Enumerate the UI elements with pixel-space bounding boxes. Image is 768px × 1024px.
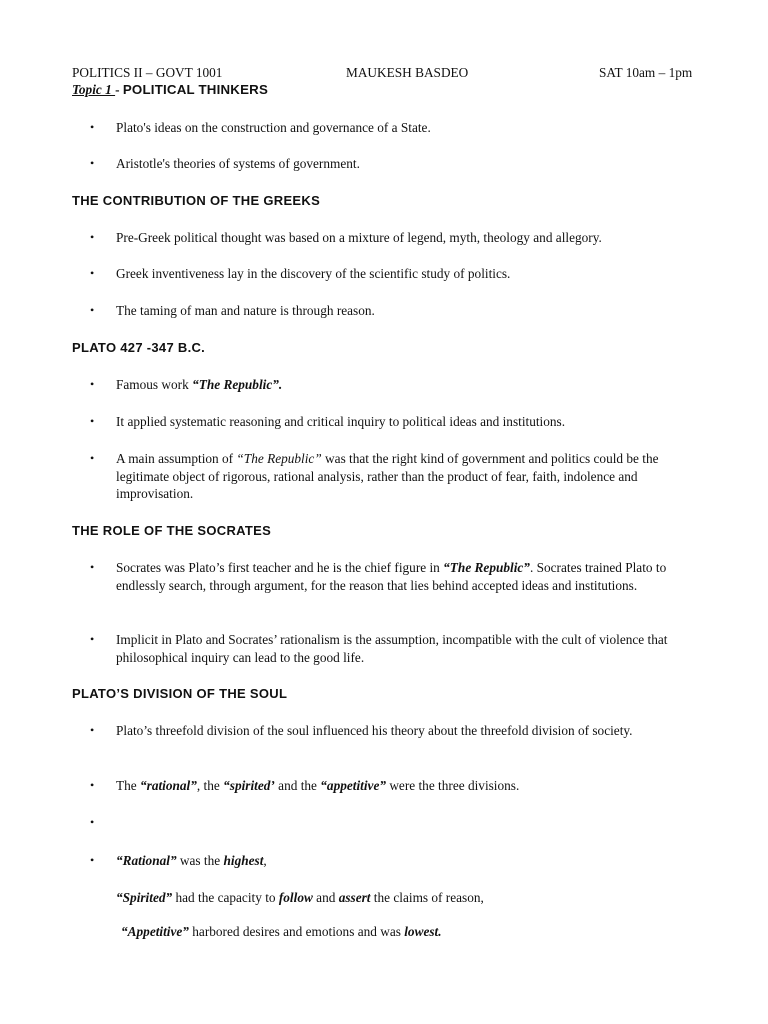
list-item-text (116, 559, 711, 594)
emphasis-rational: “rational” (140, 778, 197, 793)
text-run: The (116, 778, 140, 793)
topic-title: POLITICAL THINKERS (122, 82, 269, 97)
section-heading: PLATO 427 -347 B.C. (72, 340, 206, 355)
emphasis-assert: assert (338, 890, 371, 905)
emphasis-spirited: “Spirited” (116, 890, 173, 905)
text-run: were the three divisions. (386, 778, 520, 793)
text-run: had the capacity to (172, 890, 279, 905)
list-item-text: Implicit in Plato and Socrates’ rationalism is the assumption, incompatible with the cult of violence that philosophical inquiry can lead to the good life. (116, 632, 668, 665)
emphasis-highest: highest (223, 853, 264, 868)
section-heading: PLATO’S DIVISION OF THE SOUL (72, 686, 288, 701)
list-item-text: Pre-Greek political thought was based on a mixture of legend, myth, theology and allegory. (116, 230, 602, 245)
bullet-icon: • (90, 156, 95, 170)
emphasis-lowest: lowest. (404, 924, 442, 939)
text-run: , (263, 853, 267, 868)
bullet-icon: • (90, 120, 95, 134)
author-name: MAUKESH BASDEO (346, 65, 469, 80)
emphasis-appetitive: “appetitive” (320, 778, 386, 793)
bullet-icon: • (90, 377, 95, 391)
bullet-icon: • (90, 560, 95, 574)
emphasis-rational: “Rational” (116, 853, 177, 868)
list-item-text (116, 376, 711, 394)
text-run: and the (274, 778, 321, 793)
book-title: “The Republic” (236, 451, 322, 466)
text-run: the claims of reason, (370, 890, 484, 905)
bullet-icon: • (90, 723, 95, 737)
list-item-text (116, 450, 711, 503)
text-run: was the (176, 853, 224, 868)
section-heading: THE CONTRIBUTION OF THE GREEKS (72, 193, 321, 208)
section-heading: THE ROLE OF THE SOCRATES (72, 523, 272, 538)
list-item-text: It applied systematic reasoning and critical inquiry to political ideas and institutions. (116, 414, 566, 429)
list-item-text (116, 852, 711, 870)
list-item-text: Plato's ideas on the construction and governance of a State. (116, 120, 431, 135)
list-item-text: The taming of man and nature is through reason. (116, 303, 375, 318)
text-run: and (312, 890, 339, 905)
text-run: Famous work (116, 377, 193, 392)
bullet-icon: • (90, 853, 95, 867)
topic-label: Topic 1 (72, 82, 116, 97)
bullet-icon: • (90, 230, 95, 244)
emphasis-appetitive: “Appetitive” (121, 924, 189, 939)
topic-dash: - (115, 82, 123, 97)
paragraph-line (121, 923, 442, 941)
text-run: . Socrates trained Plato to endlessly search, through argument, for the reason that lies behind accepted ideas and institutions. (116, 560, 667, 593)
book-title: “The Republic” (443, 560, 530, 575)
paragraph-line (116, 889, 484, 907)
text-run: A main assumption of (116, 451, 237, 466)
bullet-icon: • (90, 414, 95, 428)
text-run: Socrates was Plato’s first teacher and he is the chief figure in (116, 560, 444, 575)
course-code: POLITICS II – GOVT 1001 (72, 65, 223, 80)
emphasis-spirited: “spirited’ (223, 778, 275, 793)
bullet-icon: • (90, 303, 95, 317)
bullet-icon: • (90, 778, 95, 792)
text-run: , the (196, 778, 224, 793)
book-title: “The Republic”. (192, 377, 283, 392)
bullet-icon: • (90, 266, 95, 280)
bullet-icon: • (90, 632, 95, 646)
topic-heading (72, 81, 268, 99)
emphasis-follow: follow (278, 890, 313, 905)
class-schedule: SAT 10am – 1pm (599, 65, 693, 80)
bullet-icon: • (90, 815, 95, 829)
list-item-text: Aristotle's theories of systems of government. (116, 156, 360, 171)
text-run: harbored desires and emotions and was (188, 924, 405, 939)
list-item-text: Greek inventiveness lay in the discovery of the scientific study of politics. (116, 266, 511, 281)
text-run: was that the right kind of government and politics could be the legitimate object of rigorous, rational analysis, rather than the product of fear, faith, indolence and improvisation. (116, 451, 659, 501)
list-item-text (116, 777, 711, 795)
list-item-text: Plato’s threefold division of the soul influenced his theory about the threefold division of society. (116, 723, 633, 738)
bullet-icon: • (90, 451, 95, 465)
